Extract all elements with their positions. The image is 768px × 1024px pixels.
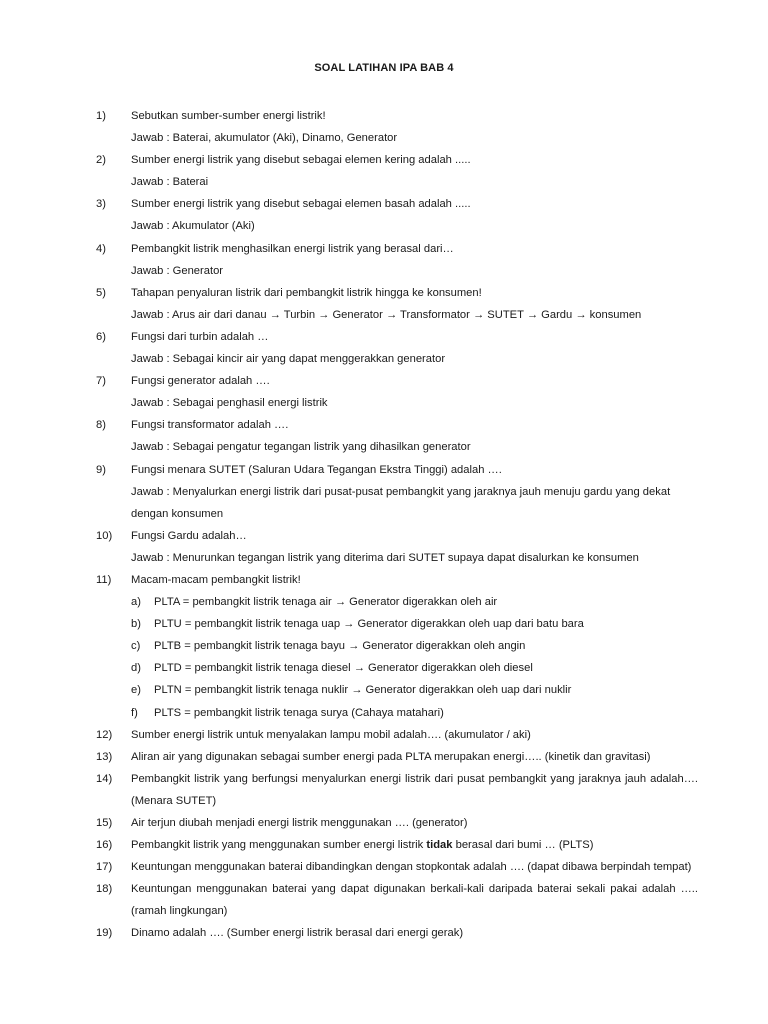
question-text: Aliran air yang digunakan sebagai sumber energi pada PLTA merupakan energi….. (kinetik dan gravitasi) [131, 750, 651, 763]
question-number: 12) [96, 728, 113, 741]
question-text: Fungsi transformator adalah …. [131, 419, 289, 432]
question-text: Macam-macam pembangkit listrik! [131, 573, 301, 586]
question-item [96, 768, 698, 812]
question-number: 5) [96, 286, 106, 299]
question-item [96, 370, 698, 392]
question-item [96, 193, 698, 215]
question-text-start: Pembangkit listrik yang menggunakan sumber energi listrik [131, 839, 427, 852]
question-text: Keuntungan menggunakan baterai yang dapat digunakan berkali-kali daripada baterai sekali pakai adalah ….. (ramah lingkungan) [131, 883, 698, 918]
sub-item-letter: c) [131, 640, 141, 653]
sub-item-letter: f) [131, 706, 138, 719]
question-text: Sumber energi listrik yang disebut sebagai elemen basah adalah ..... [131, 198, 471, 211]
sub-item [96, 613, 698, 635]
question-item [96, 414, 698, 436]
question-item [96, 105, 698, 127]
question-text: Fungsi generator adalah …. [131, 375, 270, 388]
question-item [96, 922, 698, 944]
question-item [96, 746, 698, 768]
question-item [96, 149, 698, 171]
question-text: Pembangkit listrik menghasilkan energi listrik yang berasal dari… [131, 242, 454, 255]
sub-item [96, 657, 698, 679]
page-title: SOAL LATIHAN IPA BAB 4 [314, 62, 454, 74]
question-text: Dinamo adalah …. (Sumber energi listrik berasal dari energi gerak) [131, 927, 464, 940]
question-item [96, 282, 698, 304]
sub-item [96, 591, 698, 613]
answer-text: Jawab : Baterai, akumulator (Aki), Dinamo, Generator [131, 132, 398, 145]
sub-item [96, 702, 698, 724]
answer-text: Jawab : Sebagai penghasil energi listrik [131, 397, 328, 410]
question-number: 9) [96, 463, 106, 476]
question-text: Fungsi menara SUTET (Saluran Udara Tegangan Ekstra Tinggi) adalah …. [131, 463, 502, 476]
question-text: Sumber energi listrik untuk menyalakan lampu mobil adalah…. (akumulator / aki) [131, 728, 531, 741]
question-text-end: berasal dari bumi … (PLTS) [452, 839, 594, 852]
question-item [96, 459, 698, 481]
question-item [96, 525, 698, 547]
question-item [96, 878, 698, 922]
question-text [131, 834, 698, 856]
sub-item-text: PLTB = pembangkit listrik tenaga bayu → Generator digerakkan oleh angin [154, 640, 526, 653]
answer-text: Jawab : Arus air dari danau → Turbin → Generator → Transformator → SUTET → Gardu → konsumen [131, 308, 642, 321]
sub-item-letter: e) [131, 684, 141, 697]
question-item [96, 238, 698, 260]
question-number: 3) [96, 198, 106, 211]
question-text: Pembangkit listrik yang berfungsi menyalurkan energi listrik dari pusat pembangkit yang jaraknya jauh adalah…. (Menara SUTET) [131, 772, 698, 807]
question-number: 1) [96, 110, 106, 122]
question-item [96, 724, 698, 746]
sub-item-text: PLTS = pembangkit listrik tenaga surya (Cahaya matahari) [154, 706, 444, 719]
sub-item-text: PLTU = pembangkit listrik tenaga uap → Generator digerakkan oleh uap dari batu bara [154, 618, 584, 631]
answer-text: Jawab : Menurunkan tegangan listrik yang diterima dari SUTET supaya dapat disalurkan ke konsumen [131, 551, 639, 564]
sub-item [96, 635, 698, 657]
question-number: 10) [96, 529, 113, 542]
sub-item-text: PLTN = pembangkit listrik tenaga nuklir → Generator digerakkan oleh uap dari nuklir [154, 684, 572, 697]
question-number: 18) [96, 883, 113, 896]
question-number: 13) [96, 750, 113, 763]
question-item [96, 569, 698, 591]
question-text: Sumber energi listrik yang disebut sebagai elemen kering adalah ..... [131, 154, 471, 167]
question-number: 8) [96, 419, 106, 432]
answer-text: Jawab : Sebagai kincir air yang dapat menggerakkan generator [131, 353, 446, 366]
question-number: 2) [96, 154, 106, 167]
question-number: 17) [96, 861, 113, 874]
question-text: Tahapan penyaluran listrik dari pembangkit listrik hingga ke konsumen! [131, 286, 482, 299]
emphasis-text: tidak [426, 839, 453, 852]
question-number: 15) [96, 817, 113, 829]
question-list [96, 105, 698, 945]
answer-text: Jawab : Sebagai pengatur tegangan listrik yang dihasilkan generator [131, 441, 471, 454]
question-number: 19) [96, 927, 113, 940]
sub-item-letter: a) [131, 596, 141, 609]
sub-item-text: PLTD = pembangkit listrik tenaga diesel → Generator digerakkan oleh diesel [154, 662, 533, 675]
question-text: Keuntungan menggunakan baterai dibandingkan dengan stopkontak adalah …. (dapat dibawa berpindah tempat) [131, 861, 692, 874]
question-text: Sebutkan sumber-sumber energi listrik! [131, 110, 326, 122]
answer-text: Jawab : Generator [131, 264, 224, 277]
question-item [96, 812, 698, 834]
answer-text: Jawab : Baterai [131, 176, 209, 189]
question-text: Fungsi Gardu adalah… [131, 529, 247, 542]
question-text: Air terjun diubah menjadi energi listrik menggunakan …. (generator) [131, 817, 468, 829]
question-number: 14) [96, 772, 113, 785]
sub-item-letter: b) [131, 618, 141, 631]
sub-item-letter: d) [131, 662, 141, 675]
sub-item-text: PLTA = pembangkit listrik tenaga air → Generator digerakkan oleh air [154, 596, 498, 609]
question-item [96, 326, 698, 348]
question-number: 7) [96, 375, 106, 388]
question-number: 11) [96, 573, 112, 586]
question-number: 6) [96, 330, 106, 343]
answer-text: Jawab : Menyalurkan energi listrik dari pusat-pusat pembangkit yang jaraknya jauh menuju gardu yang dekat dengan konsumen [131, 485, 671, 520]
question-item [96, 834, 698, 856]
question-number: 16) [96, 839, 113, 852]
question-item [96, 856, 698, 878]
sub-item [96, 679, 698, 701]
answer-text: Jawab : Akumulator (Aki) [131, 220, 255, 233]
question-text: Fungsi dari turbin adalah … [131, 330, 269, 343]
question-number: 4) [96, 242, 106, 255]
